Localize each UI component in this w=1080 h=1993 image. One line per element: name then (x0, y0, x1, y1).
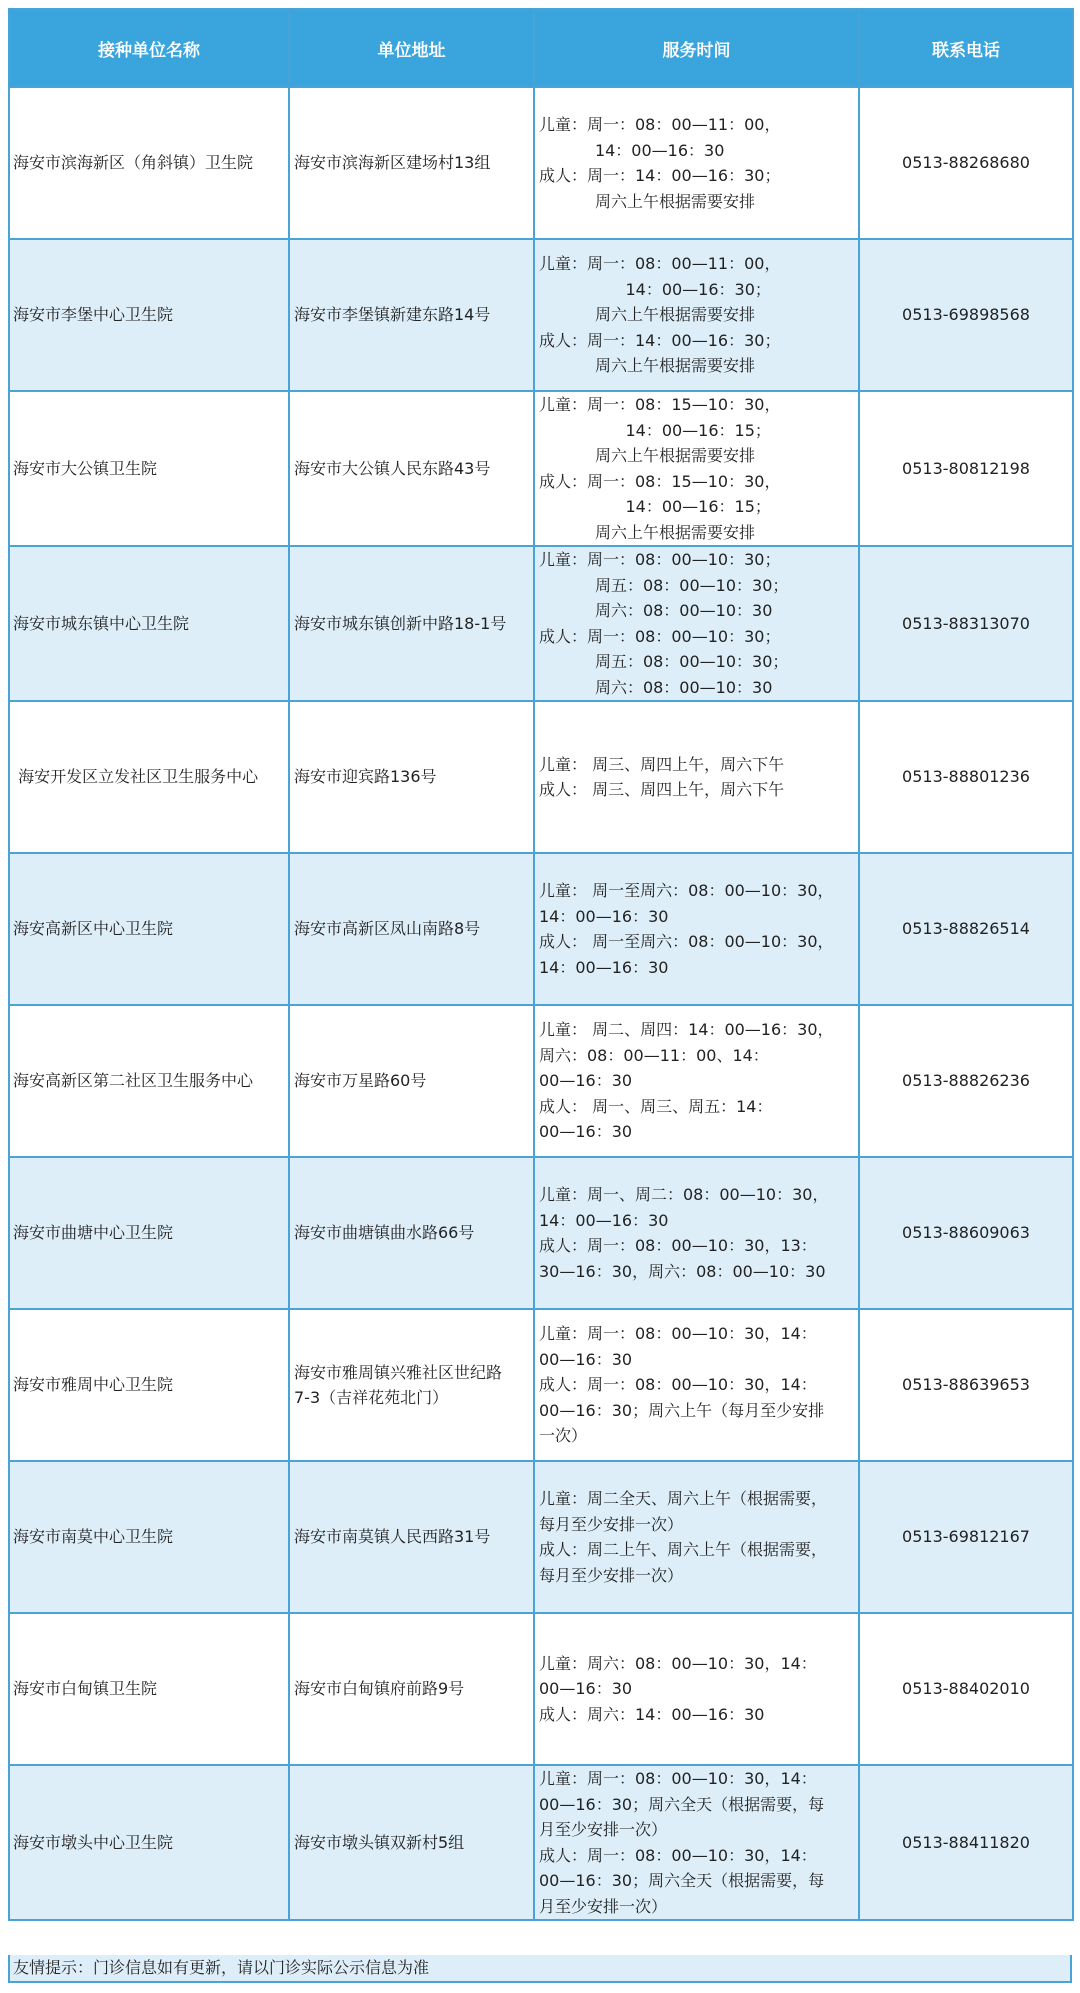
unit-address-cell: 海安市南莫镇人民西路31号 (289, 1461, 534, 1613)
unit-address-cell: 海安市滨海新区建场村13组 (289, 87, 534, 239)
service-time-cell: 儿童：周六：08：00—10：30，14： 00—16：30 成人：周六：14：00—16：30 (534, 1613, 859, 1765)
unit-address-cell: 海安市墩头镇双新村5组 (289, 1765, 534, 1920)
unit-name-cell: 海安市城东镇中心卫生院 (9, 546, 289, 701)
table-row (9, 1765, 1073, 1920)
service-time-cell: 儿童：周一：08：15—10：30， 14：00—16：15； 周六上午根据需要安排 成人：周一：08：15—10：30， 14：00—16：15； 周六上午根据需要安排 (534, 391, 859, 546)
vaccination-sites-table-container (8, 8, 1072, 1921)
phone-cell: 0513-88313070 (859, 546, 1073, 701)
table-row (9, 546, 1073, 701)
phone-cell: 0513-88801236 (859, 701, 1073, 853)
unit-name-cell: 海安市曲塘中心卫生院 (9, 1157, 289, 1309)
unit-name-cell: 海安市白甸镇卫生院 (9, 1613, 289, 1765)
unit-name-cell: 海安高新区第二社区卫生服务中心 (9, 1005, 289, 1157)
unit-name-cell: 海安市李堡中心卫生院 (9, 239, 289, 391)
table-row (9, 1613, 1073, 1765)
service-time-cell: 儿童：周一：08：00—11：00， 14：00—16：30； 周六上午根据需要安排 成人：周一：14：00—16：30； 周六上午根据需要安排 (534, 239, 859, 391)
table-row (9, 1005, 1073, 1157)
service-time-cell: 儿童：周一：08：00—10：30； 周五：08：00—10：30； 周六：08：00—10：30 成人：周一：08：00—10：30； 周五：08：00—10：30； 周六：08：00—10：30 (534, 546, 859, 701)
unit-name-cell: 海安市雅周中心卫生院 (9, 1309, 289, 1461)
unit-address-cell: 海安市高新区凤山南路8号 (289, 853, 534, 1005)
table-row (9, 1461, 1073, 1613)
footer-note: 友情提示：门诊信息如有更新，请以门诊实际公示信息为准 (8, 1955, 1072, 1983)
phone-cell: 0513-88268680 (859, 87, 1073, 239)
phone-cell: 0513-88826514 (859, 853, 1073, 1005)
phone-cell: 0513-69812167 (859, 1461, 1073, 1613)
phone-cell: 0513-88411820 (859, 1765, 1073, 1920)
unit-address-cell: 海安市大公镇人民东路43号 (289, 391, 534, 546)
unit-name-cell: 海安开发区立发社区卫生服务中心 (9, 701, 289, 853)
vaccination-sites-table (8, 8, 1074, 1921)
unit-name-cell: 海安市南莫中心卫生院 (9, 1461, 289, 1613)
unit-address-cell: 海安市李堡镇新建东路14号 (289, 239, 534, 391)
service-time-cell: 儿童：周一、周二：08：00—10：30， 14：00—16：30 成人：周一：08：00—10：30，13： 30—16：30，周六：08：00—10：30 (534, 1157, 859, 1309)
header-unit-address: 单位地址 (289, 9, 534, 87)
unit-address-cell: 海安市白甸镇府前路9号 (289, 1613, 534, 1765)
header-unit-name: 接种单位名称 (9, 9, 289, 87)
unit-address-cell: 海安市曲塘镇曲水路66号 (289, 1157, 534, 1309)
unit-address-cell: 海安市迎宾路136号 (289, 701, 534, 853)
table-row (9, 853, 1073, 1005)
header-service-time: 服务时间 (534, 9, 859, 87)
unit-address-cell: 海安市万星路60号 (289, 1005, 534, 1157)
phone-cell: 0513-69898568 (859, 239, 1073, 391)
table-row (9, 701, 1073, 853)
phone-cell: 0513-88402010 (859, 1613, 1073, 1765)
table-header-row (9, 9, 1073, 87)
table-row (9, 239, 1073, 391)
service-time-cell: 儿童： 周三、周四上午，周六下午 成人： 周三、周四上午，周六下午 (534, 701, 859, 853)
table-row (9, 1157, 1073, 1309)
service-time-cell: 儿童：周一：08：00—10：30，14： 00—16：30；周六全天（根据需要，每 月至少安排一次） 成人：周一：08：00—10：30，14： 00—16：30；周六全天（根据需要，每 月至少安排一次） (534, 1765, 859, 1920)
unit-address-cell: 海安市城东镇创新中路18-1号 (289, 546, 534, 701)
phone-cell: 0513-88639653 (859, 1309, 1073, 1461)
unit-name-cell: 海安市大公镇卫生院 (9, 391, 289, 546)
unit-name-cell: 海安市滨海新区（角斜镇）卫生院 (9, 87, 289, 239)
table-row (9, 1309, 1073, 1461)
unit-address-cell: 海安市雅周镇兴雅社区世纪路 7-3（吉祥花苑北门） (289, 1309, 534, 1461)
service-time-cell: 儿童：周二全天、周六上午（根据需要， 每月至少安排一次） 成人：周二上午、周六上午（根据需要， 每月至少安排一次） (534, 1461, 859, 1613)
phone-cell: 0513-88826236 (859, 1005, 1073, 1157)
service-time-cell: 儿童：周一：08：00—10：30，14： 00—16：30 成人：周一：08：00—10：30，14： 00—16：30；周六上午（每月至少安排 一次） (534, 1309, 859, 1461)
unit-name-cell: 海安市墩头中心卫生院 (9, 1765, 289, 1920)
phone-cell: 0513-80812198 (859, 391, 1073, 546)
table-row (9, 87, 1073, 239)
service-time-cell: 儿童： 周一至周六：08：00—10：30， 14：00—16：30 成人： 周一至周六：08：00—10：30， 14：00—16：30 (534, 853, 859, 1005)
unit-name-cell: 海安高新区中心卫生院 (9, 853, 289, 1005)
phone-cell: 0513-88609063 (859, 1157, 1073, 1309)
service-time-cell: 儿童：周一：08：00—11：00， 14：00—16：30 成人：周一：14：00—16：30； 周六上午根据需要安排 (534, 87, 859, 239)
service-time-cell: 儿童： 周二、周四：14：00—16：30， 周六：08：00—11：00、14： 00—16：30 成人： 周一、周三、周五：14： 00—16：30 (534, 1005, 859, 1157)
header-contact-phone: 联系电话 (859, 9, 1073, 87)
table-row (9, 391, 1073, 546)
